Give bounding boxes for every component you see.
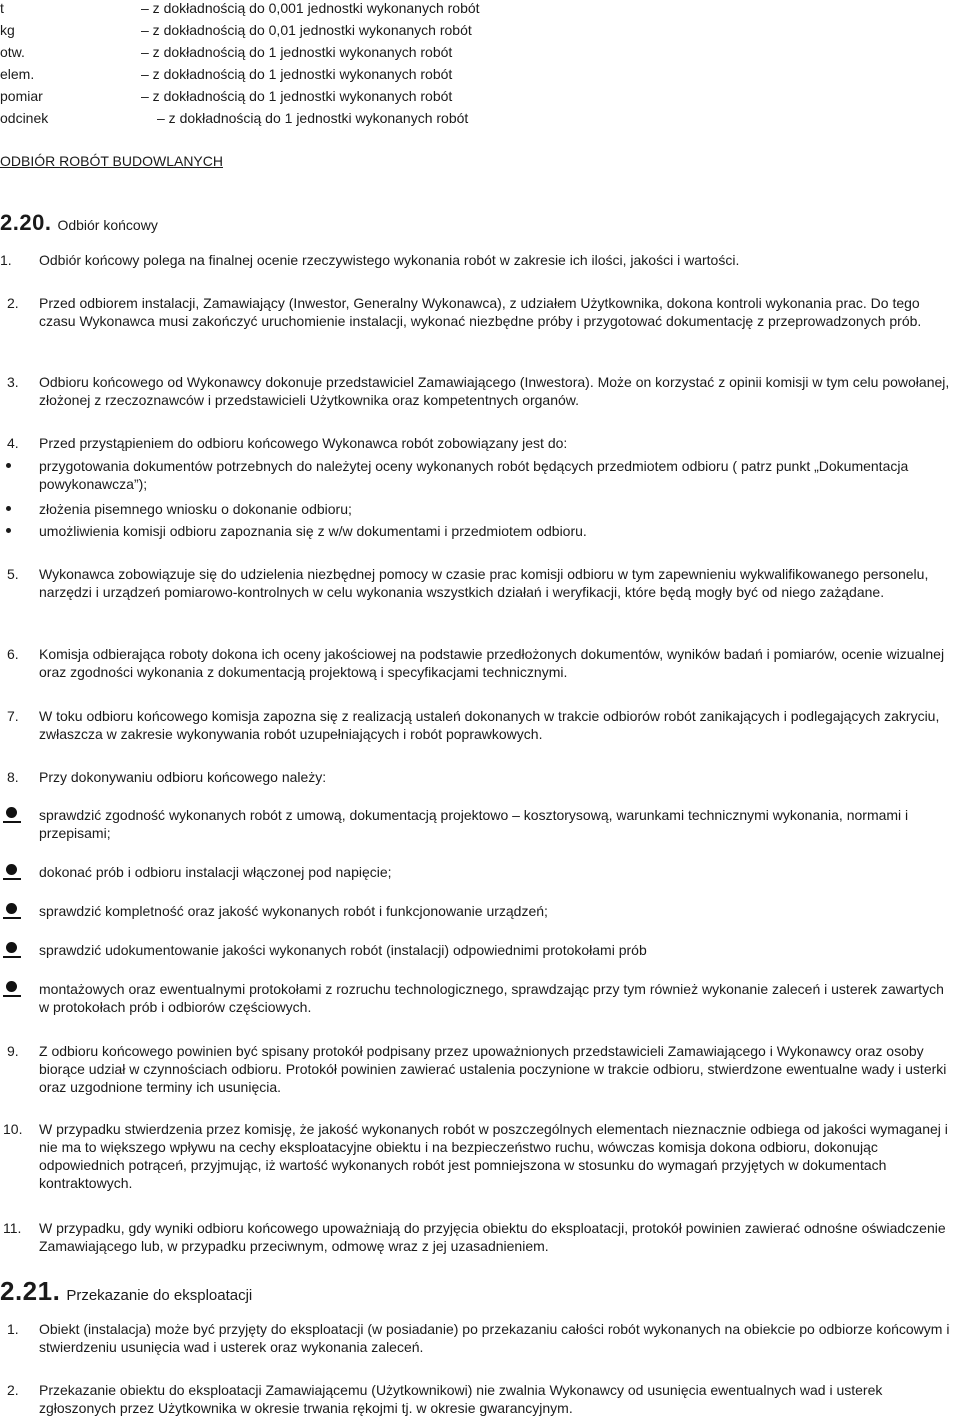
unit-label: pomiar [0,88,43,104]
paragraph-number: 4. [7,435,19,451]
paragraph-text: Odbioru końcowego od Wykonawcy dokonuje przedstawiciel Zamawiającego (Inwestora). Może on korzystać z opinii komisji w tym celu powołanej, złożonej z rzeczoznawców i przedstawicieli Użytkownika oraz kompetentnych organów. [39,374,950,408]
paragraph-text: Przekazanie obiektu do eksploatacji Zamawiającemu (Użytkownikowi) nie zwalnia Wykonawcy od usunięcia ewentualnych wad i usterek zgłoszonych przez Użytkownika w okresie trwania rękojmi tj. w okresie gwarancyjnym. [39,1382,883,1416]
paragraph-text: Obiekt (instalacja) może być przyjęty do eksploatacji (w posiadanie) po przekazaniu całości robót wykonanych na obiekcie po odbiorze końcowym i stwierdzeniu usunięcia wad i usterek oraz wykonania zaleceń. [39,1321,950,1355]
paragraph-text: Z odbioru końcowego powinien być spisany protokół podpisany przez upoważnionych przedstawicieli Zamawiającego i Wykonawcy oraz osoby biorące udział w czynnościach odbioru. Protokół powinien zawierać ustalenia poczynione w trakcie odbioru, stwierdzone ewentualne wady i usterki oraz uzgodnione terminy ich usunięcia. [39,1043,947,1095]
bullet-icon [6,463,11,468]
paragraph-text: Przy dokonywaniu odbioru końcowego należy: [39,769,327,785]
precision-desc: – z dokładnością do 0,01 jednostki wykonanych robót [141,22,472,38]
paragraph-number: 2. [7,295,19,311]
bullet-icon [6,506,11,511]
paragraph-text: W toku odbioru końcowego komisja zapozna się z realizacją ustaleń dokonanych w trakcie odbiorów robót zanikających i podlegających zakryciu, zwłaszcza w zakresie wykonywania robót uzupełniających i robót poprawkowych. [39,708,940,742]
paragraph-text: Przed odbiorem instalacji, Zamawiający (Inwestor, Generalny Wykonawca), z udziałem Użytkownika, dokona kontroli wykonania prac. Do tego czasu Wykonawca musi zakończyć uruchomienie instalacji, wykonać niezbędne próby i przygotować dokumentację z przeprowadzonych prób. [39,295,922,329]
subsection-title: Przekazanie do eksploatacji [66,1287,253,1304]
precision-desc: – z dokładnością do 1 jednostki wykonanych robót [157,110,469,126]
paragraph-number: 9. [7,1043,19,1059]
precision-desc: – z dokładnością do 0,001 jednostki wykonanych robót [141,0,480,16]
subsection-heading [0,1276,253,1306]
paragraph-number: 6. [7,646,19,662]
subsection-title: Odbiór końcowy [57,217,158,233]
paragraph-text: Odbiór końcowy polega na finalnej ocenie rzeczywistego wykonania robót w zakresie ich ilości, jakości i wartości. [39,252,740,268]
bullet-text: przygotowania dokumentów potrzebnych do należytej oceny wykonanych robót będących przedmiotem odbioru ( patrz punkt „Dokumentacja powykonawcza”); [39,458,909,492]
checklist-text: dokonać prób i odbioru instalacji włączonej pod napięcie; [39,864,392,880]
subsection-number: 2.21. [0,1276,61,1306]
paragraph-text: W przypadku stwierdzenia przez komisję, że jakość wykonanych robót w poszczególnych elementach nieznacznie odbiega od jakości wymaganej i nie ma to większego wpływu na cechy eksploatacyjne obiektu i na bezpieczeństwo ruchu, wówczas komisja dokona odbioru, dokonując odpowiednich potrąceń, przyjmując, iż wartość wykonanych robót jest pomniejszona w stosunku do wymagań przyjętych w dokumentach kontraktowych. [39,1121,948,1191]
subsection-number: 2.20. [0,210,52,235]
paragraph-number: 1. [0,252,12,268]
precision-desc: – z dokładnością do 1 jednostki wykonanych robót [141,66,453,82]
paragraph-number: 8. [7,769,19,785]
paragraph-number: 1. [7,1321,19,1337]
precision-desc: – z dokładnością do 1 jednostki wykonanych robót [141,44,453,60]
paragraph-text: Przed przystąpieniem do odbioru końcowego Wykonawca robót zobowiązany jest do: [39,435,568,451]
checklist-text: sprawdzić zgodność wykonanych robót z umową, dokumentacją projektowo – kosztorysową, warunkami technicznymi wykonania, normami i przepisami; [39,807,909,841]
checklist-text: montażowych oraz ewentualnymi protokołami z rozruchu technologicznego, sprawdzając przy tym również wykonanie zaleceń i usterek zawartych w protokołach prób i odbiorów częściowych. [39,981,944,1015]
bullet-icon [3,863,21,881]
bullet-text: złożenia pisemnego wniosku o dokonanie odbioru; [39,501,352,517]
unit-label: odcinek [0,110,49,126]
bullet-icon [3,941,21,959]
checklist-text: sprawdzić udokumentowanie jakości wykonanych robót (instalacji) odpowiednimi protokołami prób [39,942,647,958]
precision-desc: – z dokładnością do 1 jednostki wykonanych robót [141,88,453,104]
paragraph-number: 10. [3,1121,23,1137]
paragraph-text: Wykonawca zobowiązuje się do udzielenia niezbędnej pomocy w czasie prac komisji odbioru w tym zapewnieniu wykwalifikowanego personelu, narzędzi i urządzeń pomiarowo-kontrolnych w celu wykonania wszystkich działań i weryfikacji, które będą mogły być od niego zażądane. [39,566,929,600]
section-heading: ODBIÓR ROBÓT BUDOWLANYCH [0,153,223,169]
paragraph-text: W przypadku, gdy wyniki odbioru końcowego upoważniają do przyjęcia obiektu do eksploatacji, protokół powinien zawierać odnośne oświadczenie Zamawiającego lub, w przypadku przeciwnym, odmowę wraz z jej uzasadnieniem. [39,1220,946,1254]
paragraph-number: 7. [7,708,19,724]
unit-label: elem. [0,66,35,82]
subsection-heading [0,210,158,235]
bullet-icon [3,806,21,824]
checklist-text: sprawdzić kompletność oraz jakość wykonanych robót i funkcjonowanie urządzeń; [39,903,548,919]
paragraph-number: 5. [7,566,19,582]
bullet-icon [6,528,11,533]
paragraph-number: 2. [7,1382,19,1398]
paragraph-number: 11. [3,1220,22,1236]
paragraph-number: 3. [7,374,19,390]
unit-label: otw. [0,44,25,60]
unit-label: t [0,0,4,16]
bullet-icon [3,980,21,998]
bullet-text: umożliwienia komisji odbioru zapoznania się z w/w dokumentami i przedmiotem odbioru. [39,523,587,539]
paragraph-text: Komisja odbierająca roboty dokona ich oceny jakościowej na podstawie przedłożonych dokumentów, wyników badań i pomiarów, ocenie wizualnej oraz zgodności wykonania z dokumentacją projektową i specyfikacjami technicznymi. [39,646,945,680]
unit-label: kg [0,22,15,38]
bullet-icon [3,902,21,920]
